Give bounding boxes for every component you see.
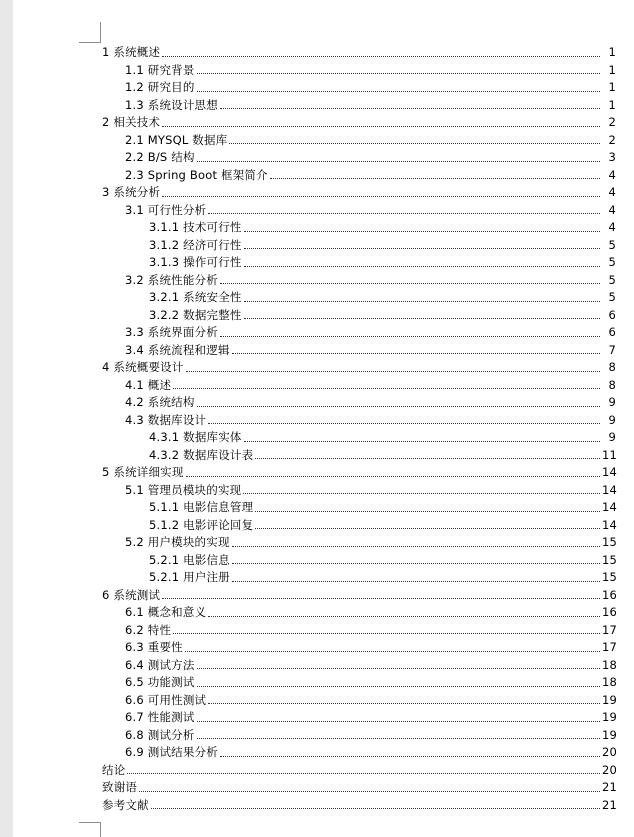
toc-entry[interactable]: [102, 289, 616, 307]
toc-dot-leader: [162, 196, 600, 197]
toc-entry-page-number[interactable]: 21: [602, 780, 618, 794]
toc-entry[interactable]: [102, 709, 616, 727]
toc-dot-leader: [173, 633, 600, 634]
toc-dot-leader: [151, 808, 600, 809]
toc-entry-title[interactable]: 3.4 系统流程和逻辑: [125, 342, 230, 357]
toc-entry-title[interactable]: 2.1 MYSQL 数据库: [125, 132, 228, 147]
toc-entry-title[interactable]: 4.3.2 数据库设计表: [149, 447, 254, 462]
crop-mark-top-left-horizontal: [79, 42, 100, 43]
toc-entry[interactable]: [102, 552, 616, 570]
toc-entry-title[interactable]: 6.5 功能测试: [125, 675, 195, 689]
toc-dot-leader: [244, 231, 600, 232]
toc-entry-title[interactable]: 5.2.1 电影信息: [149, 552, 230, 567]
toc-entry-title[interactable]: 4.3 数据库设计: [125, 412, 207, 427]
toc-entry[interactable]: [102, 132, 616, 150]
toc-entry-title[interactable]: 6.4 测试方法: [125, 657, 195, 672]
toc-entry-page-number[interactable]: 9: [608, 395, 616, 409]
toc-entry-title[interactable]: 2 相关技术: [102, 115, 161, 129]
toc-dot-leader: [173, 388, 600, 389]
toc-dot-leader: [232, 563, 600, 564]
toc-entry-title[interactable]: 3.1.3 操作可行性: [149, 255, 242, 269]
toc-dot-leader: [197, 738, 600, 739]
toc-entry-page-number[interactable]: 2: [608, 115, 616, 129]
toc-entry[interactable]: [102, 429, 616, 447]
toc-entry-page-number[interactable]: 5: [608, 290, 616, 304]
toc-dot-leader: [197, 91, 600, 92]
toc-entry[interactable]: [102, 797, 616, 815]
toc-entry-title[interactable]: 3.1.1 技术可行性: [149, 220, 242, 234]
toc-entry-page-number[interactable]: 17: [602, 640, 618, 654]
toc-dot-leader: [244, 248, 600, 249]
toc-dot-leader: [220, 336, 600, 337]
toc-entry-title[interactable]: 5 系统详细实现: [102, 465, 184, 479]
toc-entry-page-number[interactable]: 1: [608, 45, 616, 59]
toc-entry-title[interactable]: 3 系统分析: [102, 185, 161, 199]
toc-entry-page-number[interactable]: 14: [602, 482, 618, 497]
toc-entry[interactable]: [102, 517, 616, 535]
toc-entry-title[interactable]: 2.2 B/S 结构: [125, 150, 195, 164]
toc-entry-title[interactable]: 3.1.2 经济可行性: [149, 237, 242, 252]
toc-dot-leader: [244, 318, 600, 319]
toc-entry[interactable]: [102, 674, 616, 692]
toc-entry[interactable]: [102, 604, 616, 622]
toc-entry-title[interactable]: 3.1 可行性分析: [125, 202, 207, 217]
toc-entry[interactable]: [102, 324, 616, 342]
toc-entry[interactable]: [102, 272, 616, 290]
toc-entry[interactable]: [102, 569, 616, 587]
toc-dot-leader: [162, 126, 600, 127]
toc-entry-page-number[interactable]: 16: [602, 587, 618, 602]
toc-entry-page-number[interactable]: 15: [602, 570, 618, 584]
toc-entry-page-number[interactable]: 1: [608, 62, 616, 77]
toc-entry[interactable]: [102, 202, 616, 220]
toc-dot-leader: [185, 651, 600, 652]
toc-dot-leader: [186, 371, 600, 372]
toc-dot-leader: [208, 423, 600, 424]
toc-entry[interactable]: [102, 779, 616, 797]
toc-entry[interactable]: [102, 79, 616, 97]
toc-dot-leader: [197, 668, 600, 669]
toc-entry-page-number[interactable]: 6: [608, 307, 616, 322]
toc-entry-title[interactable]: 致谢语: [102, 780, 138, 794]
toc-entry-page-number[interactable]: 14: [602, 500, 618, 514]
toc-entry[interactable]: [102, 219, 616, 237]
toc-dot-leader: [197, 406, 600, 407]
toc-entry-title[interactable]: 6 系统测试: [102, 587, 161, 602]
toc-entry[interactable]: [102, 237, 616, 255]
toc-entry-page-number[interactable]: 19: [602, 692, 618, 707]
toc-dot-leader: [243, 493, 600, 494]
toc-entry-title[interactable]: 3.2.2 数据完整性: [149, 307, 242, 322]
toc-entry-page-number[interactable]: 14: [602, 517, 618, 532]
toc-entry-page-number[interactable]: 11: [602, 447, 618, 462]
toc-entry-title[interactable]: 1.2 研究目的: [125, 80, 195, 94]
toc-entry-title[interactable]: 5.1.2 电影评论回复: [149, 517, 254, 532]
toc-entry[interactable]: [102, 464, 616, 482]
table-of-contents: [102, 44, 616, 814]
crop-mark-top-left-vertical: [100, 22, 101, 43]
toc-entry-page-number[interactable]: 5: [608, 255, 616, 269]
window-left-gutter: [0, 0, 13, 837]
toc-entry-title[interactable]: 5.2 用户模块的实现: [125, 535, 230, 549]
toc-entry[interactable]: [102, 254, 616, 272]
toc-entry-page-number[interactable]: 8: [608, 360, 616, 374]
toc-entry-page-number[interactable]: 18: [602, 657, 618, 672]
toc-entry-page-number[interactable]: 4: [608, 202, 616, 217]
toc-entry[interactable]: [102, 727, 616, 745]
toc-dot-leader: [220, 108, 600, 109]
toc-entry-title[interactable]: 3.3 系统界面分析: [125, 325, 218, 339]
toc-dot-leader: [244, 441, 600, 442]
toc-entry[interactable]: [102, 447, 616, 465]
toc-entry-title[interactable]: 4.3.1 数据库实体: [149, 430, 242, 444]
toc-entry[interactable]: [102, 342, 616, 360]
toc-entry-page-number[interactable]: 5: [608, 272, 616, 287]
toc-entry-title[interactable]: 6.9 测试结果分析: [125, 745, 218, 759]
toc-entry-page-number[interactable]: 6: [608, 325, 616, 339]
toc-dot-leader: [127, 773, 600, 774]
toc-dot-leader: [197, 721, 600, 722]
toc-entry-page-number[interactable]: 15: [602, 552, 618, 567]
toc-entry[interactable]: [102, 744, 616, 762]
toc-dot-leader: [255, 528, 600, 529]
toc-entry-title[interactable]: 6.1 概念和意义: [125, 605, 207, 619]
toc-entry-page-number[interactable]: 7: [608, 342, 616, 357]
toc-entry-page-number[interactable]: 20: [602, 762, 618, 777]
toc-entry[interactable]: [102, 62, 616, 80]
toc-entry-title[interactable]: 6.2 特性: [125, 622, 172, 637]
toc-entry[interactable]: [102, 622, 616, 640]
toc-dot-leader: [229, 143, 600, 144]
toc-dot-leader: [197, 686, 600, 687]
toc-entry[interactable]: [102, 97, 616, 115]
toc-entry-page-number[interactable]: 19: [602, 710, 618, 724]
toc-entry-page-number[interactable]: 4: [608, 220, 616, 234]
toc-dot-leader: [220, 756, 600, 757]
toc-entry-page-number[interactable]: 15: [602, 535, 618, 549]
toc-dot-leader: [244, 301, 600, 302]
toc-dot-leader: [270, 178, 600, 179]
toc-entry-page-number[interactable]: 1: [608, 80, 616, 94]
toc-entry[interactable]: [102, 482, 616, 500]
toc-dot-leader: [197, 73, 600, 74]
toc-entry-page-number[interactable]: 18: [602, 675, 618, 689]
toc-entry-page-number[interactable]: 17: [602, 622, 618, 637]
toc-dot-leader: [208, 616, 600, 617]
toc-entry-title[interactable]: 结论: [102, 762, 126, 777]
toc-entry-page-number[interactable]: 5: [608, 237, 616, 252]
toc-dot-leader: [255, 511, 600, 512]
toc-entry-title[interactable]: 6.7 性能测试: [125, 710, 195, 724]
toc-entry-title[interactable]: 4.2 系统结构: [125, 395, 195, 409]
toc-entry-page-number[interactable]: 21: [602, 797, 618, 812]
toc-entry-page-number[interactable]: 3: [608, 150, 616, 164]
toc-entry-title[interactable]: 1.3 系统设计思想: [125, 97, 218, 112]
toc-dot-leader: [255, 458, 600, 459]
toc-entry-title[interactable]: 2.3 Spring Boot 框架简介: [125, 167, 268, 182]
toc-entry[interactable]: [102, 114, 616, 132]
toc-entry[interactable]: [102, 534, 616, 552]
toc-dot-leader: [232, 546, 600, 547]
toc-entry-title[interactable]: 5.2.1 用户注册: [149, 570, 230, 584]
toc-dot-leader: [186, 476, 600, 477]
toc-entry[interactable]: [102, 412, 616, 430]
toc-dot-leader: [197, 161, 600, 162]
toc-dot-leader: [208, 213, 600, 214]
toc-entry-page-number[interactable]: 4: [608, 167, 616, 182]
toc-entry[interactable]: [102, 394, 616, 412]
toc-dot-leader: [220, 283, 600, 284]
toc-entry-title[interactable]: 5.1.1 电影信息管理: [149, 500, 254, 514]
toc-entry[interactable]: [102, 639, 616, 657]
toc-entry[interactable]: [102, 762, 616, 780]
toc-entry[interactable]: [102, 692, 616, 710]
toc-entry[interactable]: [102, 499, 616, 517]
toc-entry-page-number[interactable]: 19: [602, 727, 618, 742]
toc-dot-leader: [244, 266, 600, 267]
toc-dot-leader: [232, 353, 600, 354]
crop-mark-bottom-left-vertical: [100, 822, 101, 837]
toc-entry-title[interactable]: 4.1 概述: [125, 377, 172, 392]
toc-entry[interactable]: [102, 44, 616, 62]
toc-entry[interactable]: [102, 377, 616, 395]
toc-entry-page-number[interactable]: 14: [602, 465, 618, 479]
toc-entry[interactable]: [102, 184, 616, 202]
toc-entry[interactable]: [102, 307, 616, 325]
toc-entry-title[interactable]: 1 系统概述: [102, 45, 161, 59]
toc-entry-page-number[interactable]: 8: [608, 377, 616, 392]
toc-dot-leader: [139, 791, 600, 792]
toc-dot-leader: [208, 703, 600, 704]
toc-dot-leader: [162, 56, 600, 57]
toc-entry[interactable]: [102, 587, 616, 605]
toc-entry-page-number[interactable]: 16: [602, 605, 618, 619]
toc-entry-title[interactable]: 6.8 测试分析: [125, 727, 195, 742]
toc-entry[interactable]: [102, 167, 616, 185]
toc-entry[interactable]: [102, 657, 616, 675]
toc-entry-title[interactable]: 1.1 研究背景: [125, 62, 195, 77]
toc-entry[interactable]: [102, 359, 616, 377]
toc-entry-page-number[interactable]: 20: [602, 745, 618, 759]
toc-entry-title[interactable]: 参考文献: [102, 797, 149, 812]
toc-entry-page-number[interactable]: 4: [608, 185, 616, 199]
toc-entry-page-number[interactable]: 9: [608, 412, 616, 427]
toc-entry-page-number[interactable]: 2: [608, 132, 616, 147]
toc-entry-title[interactable]: 6.6 可用性测试: [125, 692, 207, 707]
toc-entry-title[interactable]: 6.3 重要性: [125, 640, 183, 654]
toc-entry-title[interactable]: 5.1 管理员模块的实现: [125, 482, 242, 497]
toc-entry-title[interactable]: 3.2 系统性能分析: [125, 272, 218, 287]
crop-mark-bottom-left-horizontal: [79, 822, 100, 823]
toc-entry-title[interactable]: 4 系统概要设计: [102, 360, 184, 374]
toc-dot-leader: [232, 581, 600, 582]
toc-entry-page-number[interactable]: 1: [608, 97, 616, 112]
toc-dot-leader: [162, 598, 600, 599]
toc-entry-page-number[interactable]: 9: [608, 430, 616, 444]
toc-entry-title[interactable]: 3.2.1 系统安全性: [149, 290, 242, 304]
toc-entry[interactable]: [102, 149, 616, 167]
